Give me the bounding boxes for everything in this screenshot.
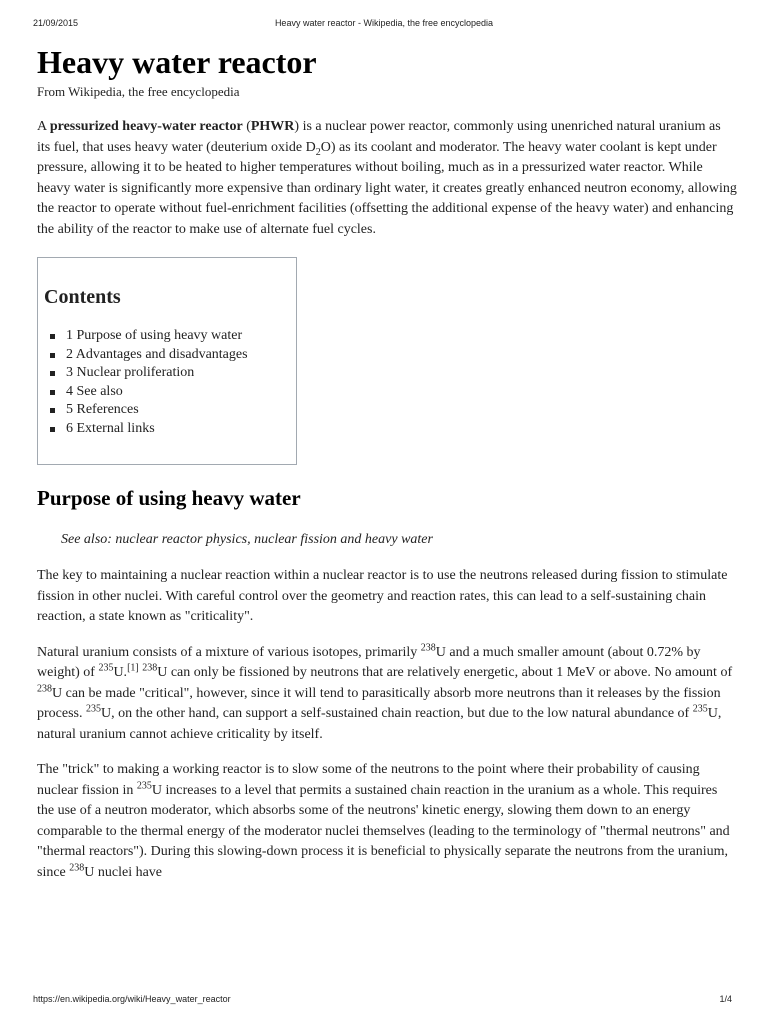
table-of-contents [37, 257, 297, 465]
toc-item-label[interactable]: 4 See also [66, 383, 123, 399]
intro-paragraph [37, 117, 737, 240]
toc-item-label[interactable]: 2 Advantages and disadvantages [66, 346, 248, 362]
sup-238: 238 [420, 641, 436, 653]
bullet-icon [50, 334, 55, 339]
bullet-icon [50, 371, 55, 376]
toc-item[interactable] [66, 327, 290, 346]
sup-235: 235 [692, 703, 708, 715]
print-page-title: Heavy water reactor - Wikipedia, the free encyclopedia [274, 18, 494, 28]
article-content [37, 40, 737, 891]
citation-ref-1[interactable]: [1] [127, 662, 139, 674]
see-also-hatnote: See also: nuclear reactor physics, nuclear fission and heavy water [61, 532, 433, 547]
sup-238: 238 [37, 682, 52, 694]
toc-item[interactable] [66, 346, 290, 365]
toc-item-label[interactable]: 6 External links [66, 420, 155, 436]
page-title: Heavy water reactor [37, 44, 317, 80]
intro-text-d: O) as its coolant and moderator. The heavy water coolant is kept under pressure, allowing it to be heated to higher temperatures without boiling, much as in a pressurized water reactor. While heavy water is significantly more expensive than ordinary light water, it creates greatly enhanced neutron economy, allowing the reactor to operate without fuel-enrichment facilities (offsetting the additional expense of the heavy water) and enhancing the ability of the reactor to make use of alternate fuel cycles. [37, 139, 737, 237]
moderator-text-1: The "trick" to making a working reactor is to slow some of the neutrons to the point where their probability of causing nuclear fission in [37, 762, 700, 798]
sup-235: 235 [98, 662, 114, 674]
intro-text-a: A [37, 119, 50, 134]
isotope-text-6: U, on the other hand, can support a self-sustained chain reaction, but due to the low natural abundance of [101, 706, 693, 721]
toc-item-label[interactable]: 3 Nuclear proliferation [66, 365, 195, 380]
moderator-text-3: U nuclei have [84, 864, 163, 880]
sup-235: 235 [136, 779, 152, 791]
page-number: 1/4 [719, 994, 732, 1004]
isotope-text-7: U, natural uranium cannot achieve criticality by itself. [37, 706, 722, 742]
toc-item[interactable] [66, 401, 290, 420]
toc-item[interactable] [66, 364, 290, 383]
term-phwr-full: pressurized heavy-water reactor [49, 119, 243, 134]
paragraph-criticality: The key to maintaining a nuclear reaction within a nuclear reactor is to use the neutrons released during fission to stimulate fission in other nuclei. With careful control over the geometry and reaction rates, this can lead to a self-sustaining chain reaction, a state known as "criticality". [37, 568, 728, 624]
isotope-text-2: U and a much smaller amount (about 0.72% by weight) of [37, 644, 701, 680]
sup-238: 238 [142, 662, 158, 674]
toc-item-label[interactable]: 1 Purpose of using heavy water [66, 328, 243, 343]
bullet-icon [50, 427, 55, 432]
isotope-text-3: U. [113, 665, 128, 680]
paragraph-moderator [37, 760, 737, 883]
toc-item-label[interactable]: 5 References [66, 402, 139, 417]
isotope-text-4: U can only be fissioned by neutrons that are relatively energetic, about 1 MeV or above. No amount of [157, 665, 733, 680]
toc-item[interactable] [66, 383, 290, 402]
bullet-icon [50, 408, 55, 413]
subscript-2: 2 [315, 146, 321, 158]
sup-238: 238 [69, 861, 85, 873]
sup-235: 235 [86, 703, 101, 715]
term-phwr: PHWR [250, 119, 295, 134]
isotope-text-5: U can be made "critical", however, since it will tend to parasitically absorb more neutrons than it releases by the fission process. [37, 685, 721, 721]
isotope-text-1: Natural uranium consists of a mixture of various isotopes, primarily [37, 644, 421, 660]
print-date: 21/09/2015 [33, 18, 79, 28]
section-heading: Purpose of using heavy water [37, 486, 301, 510]
moderator-text-2: U increases to a level that permits a sustained chain reaction in the uranium as a whole. This requires the use of a neutron moderator, which absorbs some of the neutrons' kinetic energy, slowing them down to an energy comparable to the thermal energy of the moderator nuclei themselves (leading to the terminology of "thermal neutrons" and "thermal reactors"). During this slowing-down process it is beneficial to physically separate the neutrons from the uranium, since [37, 782, 730, 880]
bullet-icon [50, 353, 55, 358]
toc-list [44, 327, 290, 438]
intro-text-c: ) is a nuclear power reactor, commonly using unenriched natural uranium as its fuel, that uses heavy water (deuterium oxide D [37, 119, 721, 155]
bullet-icon [50, 390, 55, 395]
tagline: From Wikipedia, the free encyclopedia [37, 84, 240, 99]
toc-item[interactable] [66, 420, 290, 439]
paragraph-isotopes [37, 643, 737, 746]
toc-title: Contents [44, 286, 121, 308]
intro-text-b: ( [242, 119, 251, 134]
print-url: https://en.wikipedia.org/wiki/Heavy_water_reactor [33, 994, 231, 1004]
